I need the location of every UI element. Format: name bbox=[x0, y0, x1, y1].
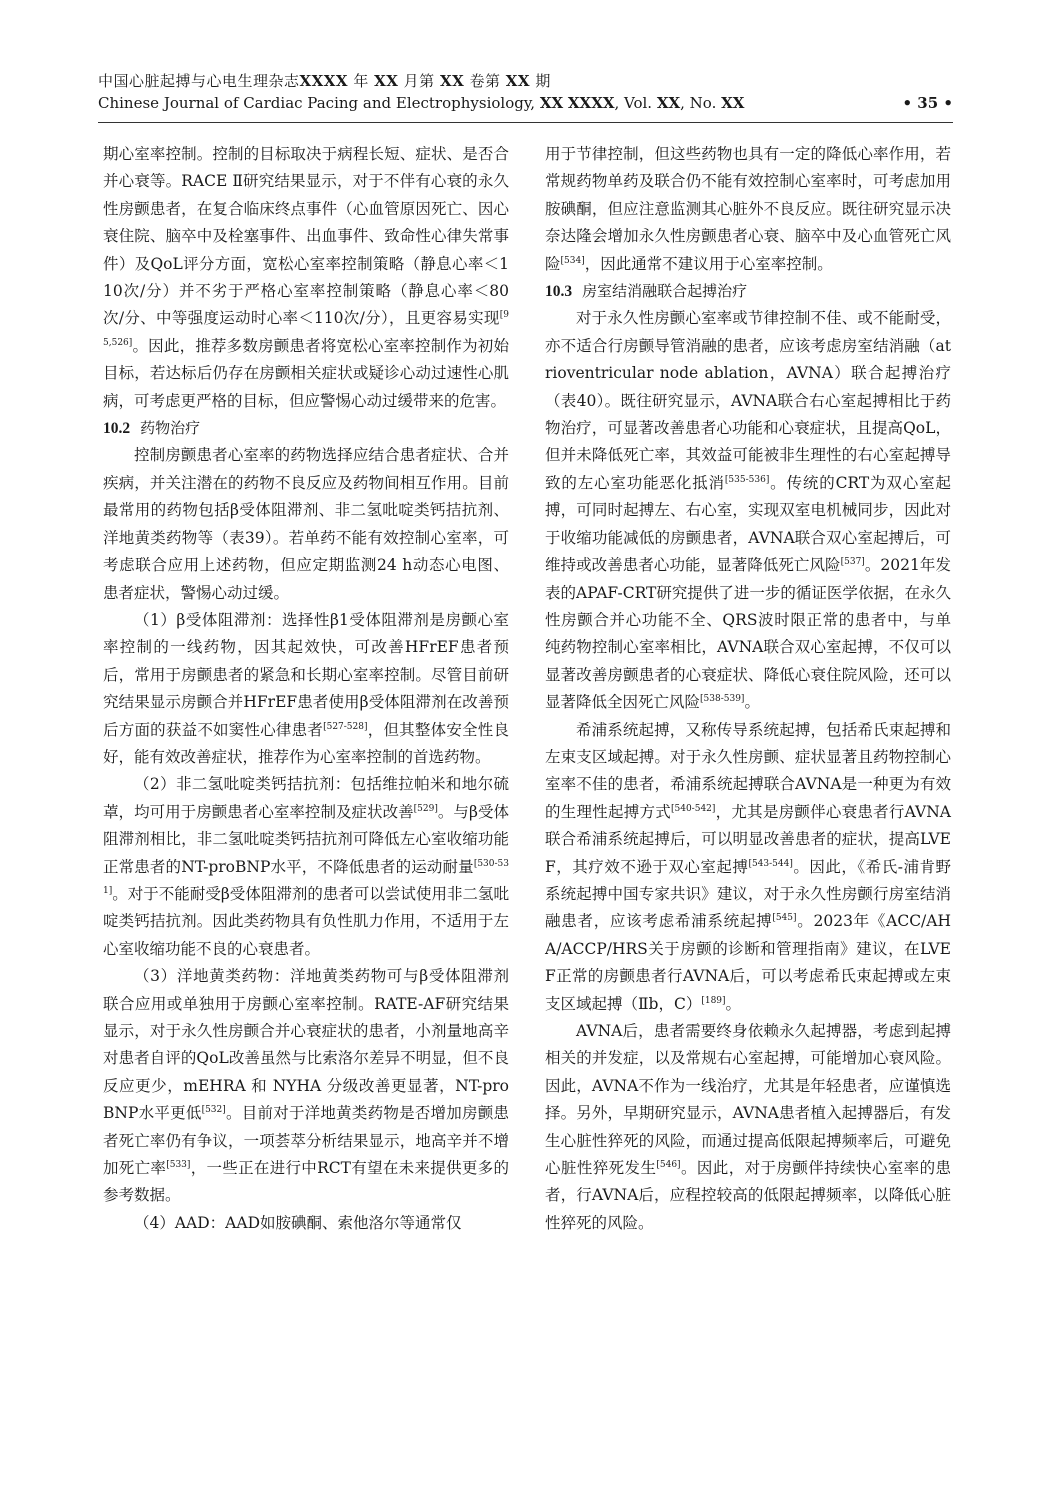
citation: [543-544] bbox=[748, 858, 793, 869]
section-number: 10.2 bbox=[103, 420, 131, 438]
section-title: 房室结消融联合起搏治疗 bbox=[582, 282, 748, 301]
paragraph-beta-blockers: （1）β受体阻滞剂：选择性β1受体阻滞剂是房颤心室率控制的一线药物，因其起效快，可改善HFrEF患者预后，常用于房颤患者的紧急和长期心室率控制。尽管目前研究结果显示房颤合并HFrEF患者使用β受体阻滞剂在改善预后方面的获益不如窦性心律患者[527-528]，但其整体安全性良好，能有效改善症状，推荐作为心室率控制的首选药物。 bbox=[103, 610, 509, 766]
journal-name-cn: 中国心脏起搏与心电生理杂志 bbox=[98, 72, 300, 90]
citation: [535-536] bbox=[724, 474, 770, 485]
page-number: • 35 • bbox=[902, 94, 953, 112]
citation: [530-531] bbox=[103, 858, 509, 896]
paragraph-calcium-antagonists: （2）非二氢吡啶类钙拮抗剂：包括维拉帕米和地尔硫䓬，均可用于房颤患者心室率控制及症状改善[529]。与β受体阻滞剂相比，非二氢吡啶类钙拮抗剂可降低左心室收缩功能正常患者的NT-proBNP水平，不降低患者的运动耐量[530-531]。对于不能耐受β受体阻滞剂的患者可以尝试使用非二氢吡啶类钙拮抗剂。因此类药物具有负性肌力作用，不适用于左心室收缩功能不良的心衰患者。 bbox=[103, 775, 509, 958]
section-title: 药物治疗 bbox=[140, 419, 201, 438]
paragraph-aad-continued: 用于节律控制，但这些药物也具有一定的降低心率作用，若常规药物单药及联合仍不能有效控制心室率时，可考虑加用胺碘酮，但应注意监测其心脏外不良反应。既往研究显示决奈达隆会增加永久性房颤患者心衰、脑卒中及心血管死亡风险[534]，因此通常不建议用于心室率控制。 bbox=[545, 145, 951, 273]
paragraph-conduction-system-pacing: 希浦系统起搏，又称传导系统起搏，包括希氏束起搏和左束支区域起搏。对于永久性房颤、症状显著且药物控制心室率不佳的患者，希浦系统起搏联合AVNA是一种更为有效的生理性起搏方式[540-542]，尤其是房颤伴心衰患者行AVNA联合希浦系统起搏后，可以明显改善患者的症状，提高LVEF，其疗效不逊于双心室起搏[543-544]。因此，《希氏-浦肯野系统起搏中国专家共识》建议，对于永久性房颤行房室结消融患者，应该考虑希浦系统起搏[545]。2023年《ACC/AHA/ACCP/HRS关于房颤的诊断和管理指南》建议，在LVEF正常的房颤患者行AVNA后，可以考虑希氏束起搏或左束支区域起搏（Ⅱb，C）[189]。 bbox=[545, 720, 951, 1013]
citation: [534] bbox=[560, 255, 585, 266]
journal-name-en: Chinese Journal of Cardiac Pacing and Electrophysiology, XX XXXX, Vol. XX, No. XX bbox=[98, 94, 745, 112]
citation: [537] bbox=[840, 556, 865, 567]
header-rule bbox=[98, 122, 953, 123]
paragraph-rate-target: 期心室率控制。控制的目标取决于病程长短、症状、是否合并心衰等。RACE Ⅱ研究结果显示，对于不伴有心衰的永久性房颤患者，在复合临床终点事件（心血管原因死亡、因心衰住院、脑卒中及栓塞事件、出血事件、致命性心律失常事件）及QoL评分方面，宽松心室率控制策略（静息心率＜110次/分）并不劣于严格心室率控制策略（静息心率＜80次/分、中等强度运动时心率＜110次/分），且更容易实现[95,526]。因此，推荐多数房颤患者将宽松心室率控制作为初始目标，若达标后仍存在房颤相关症状或疑诊心动过速性心肌病，可考虑更严格的目标，但应警惕心动过缓带来的危害。 bbox=[103, 145, 509, 410]
section-heading-10-3 bbox=[545, 278, 951, 305]
citation: [532] bbox=[201, 1105, 226, 1116]
issue-number: XX bbox=[505, 72, 531, 90]
citation: [95,526] bbox=[103, 310, 509, 348]
citation: [546] bbox=[656, 1159, 681, 1170]
header-journal-en-line bbox=[98, 92, 953, 114]
issue-year: XXXX bbox=[299, 72, 349, 90]
paragraph-drug-selection: 控制房颤患者心室率的药物选择应结合患者症状、合并疾病，并关注潜在的药物不良反应及药物间相互作用。目前最常用的药物包括β受体阻滞剂、非二氢吡啶类钙拮抗剂、洋地黄类药物等（表39）。若单药不能有效控制心室率，可考虑联合应用上述药物，但应定期监测24 h动态心电图、患者症状，警惕心动过缓。 bbox=[103, 446, 509, 602]
citation: [189] bbox=[701, 995, 726, 1006]
issue-month: XX bbox=[374, 72, 399, 90]
citation: [533] bbox=[166, 1159, 191, 1170]
left-column bbox=[103, 141, 509, 1237]
section-heading-10-2 bbox=[103, 415, 509, 442]
section-number: 10.3 bbox=[545, 283, 573, 301]
paragraph-aad: （4）AAD：AAD如胺碘酮、索他洛尔等通常仅 bbox=[134, 1213, 462, 1232]
running-header bbox=[98, 70, 953, 114]
paragraph-avna: 对于永久性房颤心室率或节律控制不佳、或不能耐受，亦不适合行房颤导管消融的患者，应该考虑房室结消融（atrioventricular node ablation，AVNA）联合起搏治疗（表40）。既往研究显示，AVNA联合右心室起搏相比于药物治疗，可显著改善患者心功能和心衰症状，且提高QoL，但并未降低死亡率，其效益可能被非生理性的右心室起搏导致的左心室功能恶化抵消[535-536]。传统的CRT为双心室起搏，可同时起搏左、右心室，实现双室电机械同步，因此对于收缩功能减低的房颤患者，AVNA联合双心室起搏后，可维持或改善患者心功能，显著降低死亡风险[537]。2021年发表的APAF-CRT研究提供了进一步的循证医学依据，在永久性房颤合并心功能不全、QRS波时限正常的患者中，与单纯药物控制心室率相比，AVNA联合双心室起搏，不仅可以显著改善房颤患者的心衰症状、降低心衰住院风险，还可以显著降低全因死亡风险[538-539]。 bbox=[545, 309, 951, 712]
citation: [527-528] bbox=[323, 721, 368, 732]
header-journal-cn-line: 中国心脏起搏与心电生理杂志XXXX 年 XX 月第 XX 卷第 XX 期 bbox=[98, 72, 551, 90]
paragraph-digitalis: （3）洋地黄类药物：洋地黄类药物可与β受体阻滞剂联合应用或单独用于房颤心室率控制。RATE-AF研究结果显示，对于永久性房颤合并心衰症状的患者，小剂量地高辛对患者自评的QoL改善虽然与比索洛尔差异不明显，但不良反应更少，mEHRA 和 NYHA 分级改善更显著，NT-proBNP水平更低[532]。目前对于洋地黄类药物是否增加房颤患者死亡率仍有争议，一项荟萃分析结果显示，地高辛并不增加死亡率[533]，一些正在进行中RCT有望在未来提供更多的参考数据。 bbox=[103, 967, 509, 1205]
citation: [540-542] bbox=[670, 803, 716, 814]
citation: [545] bbox=[772, 913, 797, 924]
issue-volume: XX bbox=[439, 72, 465, 90]
paragraph-avna-risks: AVNA后，患者需要终身依赖永久起搏器，考虑到起搏相关的并发症，以及常规右心室起搏，可能增加心衰风险。因此，AVNA不作为一线治疗，尤其是年轻患者，应谨慎选择。另外，早期研究显示，AVNA患者植入起搏器后，有发生心脏性猝死的风险，而通过提高低限起搏频率后，可避免心脏性猝死发生[546]。因此，对于房颤伴持续快心室率的患者，行AVNA后，应程控较高的低限起搏频率，以降低心脏性猝死的风险。 bbox=[545, 1022, 951, 1232]
citation: [529] bbox=[413, 803, 438, 814]
right-column bbox=[545, 141, 951, 1237]
citation: [538-539] bbox=[700, 693, 745, 704]
